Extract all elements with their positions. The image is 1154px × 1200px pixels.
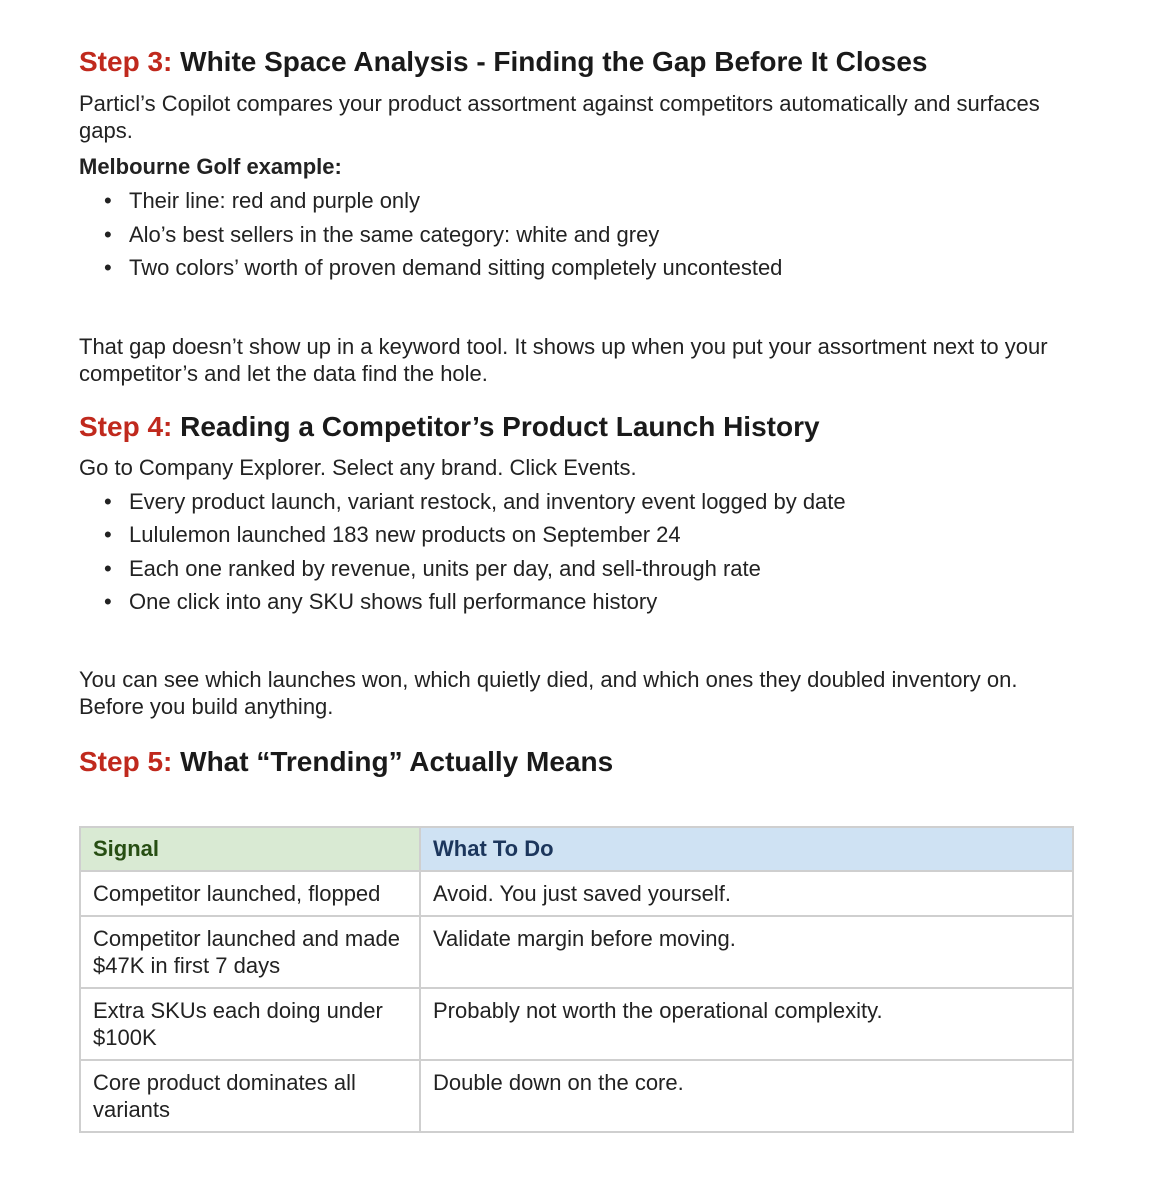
step4-intro: Go to Company Explorer. Select any brand. Click Events. bbox=[79, 454, 637, 480]
list-item: • Two colors’ worth of proven demand sitting completely uncontested bbox=[79, 251, 1079, 285]
step4-label: Step 4: bbox=[79, 410, 173, 442]
step3-bullet-list bbox=[79, 184, 1079, 285]
step5-label: Step 5: bbox=[79, 745, 173, 777]
table-row bbox=[80, 1060, 1073, 1132]
list-item: • Lululemon launched 183 new products on September 24 bbox=[79, 518, 1079, 552]
signal-cell: Extra SKUs each doing under $100K bbox=[80, 988, 420, 1060]
list-item: • Every product launch, variant restock, and inventory event logged by date bbox=[79, 485, 1079, 519]
list-item: • One click into any SKU shows full performance history bbox=[79, 585, 1079, 619]
step4-heading bbox=[79, 409, 1079, 445]
step3-heading bbox=[79, 44, 1079, 80]
table-row bbox=[80, 871, 1073, 916]
list-item: • Each one ranked by revenue, units per day, and sell-through rate bbox=[79, 552, 1079, 586]
step4-title: Reading a Competitor’s Product Launch History bbox=[180, 410, 820, 442]
step3-example-heading: Melbourne Golf example: bbox=[79, 154, 342, 179]
what-to-do-cell: Validate margin before moving. bbox=[420, 916, 1073, 988]
table-row bbox=[80, 988, 1073, 1060]
table-row bbox=[80, 916, 1073, 988]
step5-title: What “Trending” Actually Means bbox=[180, 745, 614, 777]
what-to-do-cell: Avoid. You just saved yourself. bbox=[420, 871, 1073, 916]
what-to-do-cell: Probably not worth the operational complexity. bbox=[420, 988, 1073, 1060]
step3-closing: That gap doesn’t show up in a keyword tool. It shows up when you put your assortment next to your competitor’s and let the data find the hole. bbox=[79, 333, 1048, 386]
signal-table bbox=[79, 826, 1074, 1133]
what-to-do-column-header: What To Do bbox=[420, 827, 1073, 871]
what-to-do-cell: Double down on the core. bbox=[420, 1060, 1073, 1132]
step4-bullet-list bbox=[79, 485, 1079, 619]
table-header-row bbox=[80, 827, 1073, 871]
step3-intro: Particl’s Copilot compares your product assortment against competitors automatically and surfaces gaps. bbox=[79, 91, 1040, 143]
step3-title: White Space Analysis - Finding the Gap Before It Closes bbox=[180, 46, 928, 77]
document bbox=[79, 44, 1079, 1133]
signal-column-header: Signal bbox=[80, 827, 420, 871]
signal-cell: Core product dominates all variants bbox=[80, 1060, 420, 1132]
signal-cell: Competitor launched and made $47K in first 7 days bbox=[80, 916, 420, 988]
signal-cell: Competitor launched, flopped bbox=[80, 871, 420, 916]
step5-heading bbox=[79, 744, 1079, 780]
list-item: • Alo’s best sellers in the same category: white and grey bbox=[79, 218, 1079, 252]
step3-label: Step 3: bbox=[79, 46, 173, 77]
step4-closing: You can see which launches won, which quietly died, and which ones they doubled inventory on. Before you build anything. bbox=[79, 666, 1018, 719]
list-item: • Their line: red and purple only bbox=[79, 184, 1079, 218]
